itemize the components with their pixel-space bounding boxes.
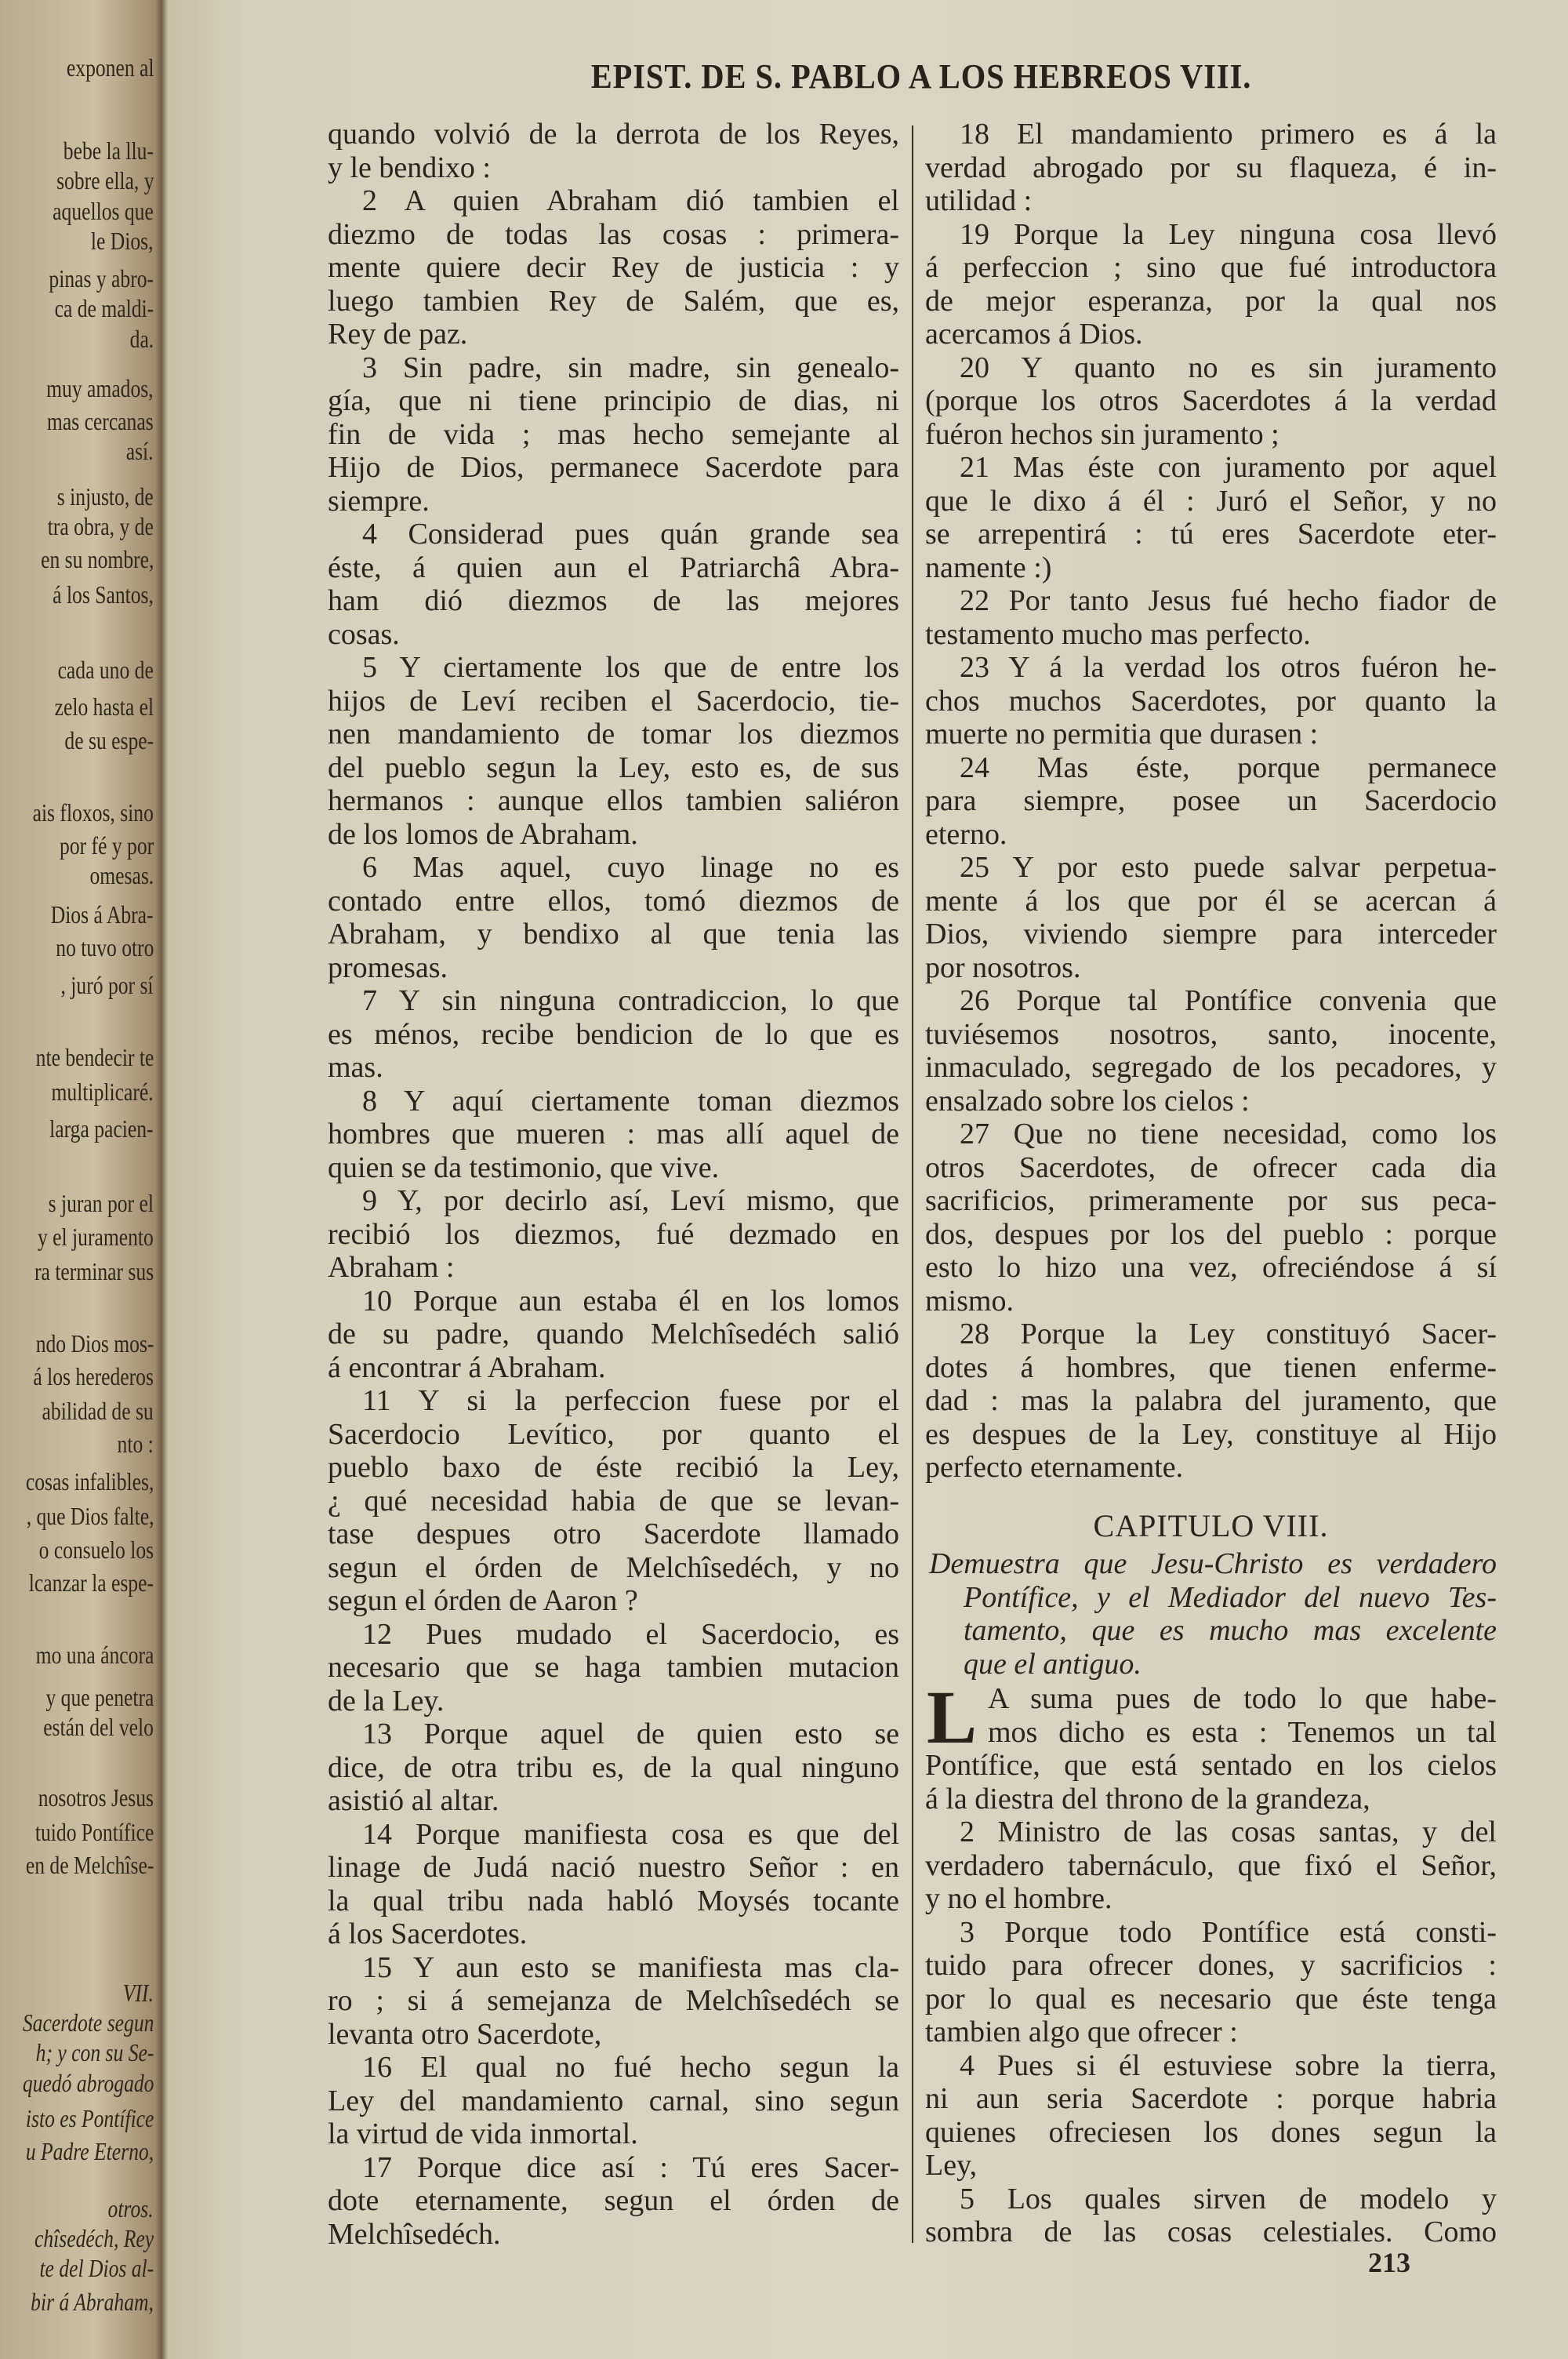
text-line: por nosotros. [925,951,1081,984]
text-line: sacrificios, primeramente por sus peca- [925,1184,1497,1217]
text-line: eterno. [925,817,1007,851]
facing-page-fragment: por fé y por [59,831,154,860]
text-line: tambien algo que ofrecer : [925,2016,1238,2048]
text-line: Abraham, y bendixo al que tenia las [328,918,899,951]
verse-paragraph [328,1285,899,1385]
text-line: Hijo de Dios, permanece Sacerdote para [328,451,899,484]
facing-page-fragment: en de Melchîse- [25,1851,154,1879]
facing-page-fragment: quedó abrogado [22,2069,154,2097]
verse-paragraph [925,651,1497,751]
text-line: gía, que ni tiene principio de dias, ni [328,384,899,417]
text-line: Melchîsedéch. [328,2217,501,2251]
verse-paragraph [925,1816,1497,1916]
text-line: ensalzado sobre los cielos : [925,1084,1250,1118]
text-line: Rey de paz. [328,318,468,351]
text-line: que le dixo á él : Juró el Señor, y no [925,484,1497,518]
facing-page-fragment: nosotros Jesus [38,1783,154,1812]
text-line: Sacerdocio Levítico, por quanto el [328,1417,899,1451]
text-line: 2 A quien Abraham dió tambien el [362,184,899,217]
facing-page-fragment: en su nombre, [40,545,154,573]
text-line: inmaculado, segregado de los pecadores, y [925,1051,1497,1084]
verse-paragraph [328,984,899,1085]
text-line: testamento mucho mas perfecto. [925,617,1311,651]
text-line: siempre. [328,484,430,518]
text-line: A suma pues de todo lo que habe- [988,1682,1497,1715]
verse-paragraph [925,451,1497,584]
verse-paragraph [328,1085,899,1185]
verse-paragraph [328,1818,899,1951]
verse-paragraph [925,584,1497,651]
text-line: 13 Porque aquel de quien esto se [362,1717,899,1750]
right-column [925,118,1497,1485]
facing-page-fragment: , que Dios falte, [26,1502,154,1530]
text-line: contado entre ellos, tomó diezmos de [328,884,899,918]
text-line: perfecto eternamente. [925,1451,1184,1484]
text-line: ham dió diezmos de las mejores [328,584,899,617]
facing-page-fragment: y el juramento [38,1223,154,1251]
text-line: se arrepentirá : tú eres Sacerdote eter- [925,518,1497,551]
text-line: 17 Porque dice así : Tú eres Sacer- [362,2150,899,2184]
verse-paragraph [925,1118,1497,1318]
text-line: luego tambien Rey de Salém, que es, [328,284,899,318]
text-line: tuviésemos nosotros, santo, inocente, [925,1017,1497,1051]
text-line: mente quiere decir Rey de justicia : y [328,251,899,284]
left-column [328,118,899,2251]
text-line: 6 Mas aquel, cuyo linage no es [362,851,899,884]
text-line: dad : mas la palabra del juramento, que [925,1384,1497,1417]
facing-page-fragment: muy amados, [46,374,154,402]
verse-paragraph [925,984,1497,1118]
text-line: 15 Y aun esto se manifiesta mas cla- [362,1950,899,1984]
text-line: fin de vida ; mas hecho semejante al [328,417,899,451]
text-line: verdadero tabernáculo, que fixó el Señor, [925,1848,1497,1882]
verse-paragraph [925,351,1497,452]
facing-page-edge [0,0,157,2359]
chapter-text [925,1675,1497,2249]
text-line: la virtud de vida inmortal. [328,2117,638,2150]
facing-page-fragment: isto es Pontífice [25,2104,154,2132]
facing-page-fragment: , juró por sí [60,971,154,999]
text-line: fuéron hechos sin juramento ; [925,417,1279,451]
verse-paragraph [328,1618,899,1718]
facing-page-fragment: omesas. [89,861,154,889]
facing-page-fragment: larga pacien- [49,1114,154,1143]
facing-page-fragment: ais floxos, sino [32,798,154,827]
text-line: verdad abrogado por su flaqueza, é in- [925,151,1497,184]
text-line: acercamos á Dios. [925,318,1143,351]
text-line: 4 Considerad pues quán grande sea [362,518,899,551]
verse-paragraph [925,218,1497,351]
verse-paragraph [328,651,899,851]
facing-page-fragment: multiplicaré. [51,1078,154,1106]
text-line: 12 Pues mudado el Sacerdocio, es [362,1617,899,1651]
verse-paragraph [925,751,1497,852]
text-line: por lo qual es necesario que éste tenga [925,1982,1497,2016]
text-line: 3 Porque todo Pontífice está consti- [960,1915,1497,1949]
facing-page-fragment: están del velo [43,1713,154,1741]
text-line: (porque los otros Sacerdotes á la verdad [925,384,1497,417]
verse-paragraph [328,851,899,984]
text-line: y no el hombre. [925,1882,1112,1915]
text-line: 5 Los quales sirven de modelo y [960,2182,1497,2215]
text-line: diezmo de todas las cosas : primera- [328,217,899,251]
chapter-heading: CAPITULO VIII. [1093,1508,1329,1543]
text-line: 14 Porque manifiesta cosa es que del [362,1817,899,1851]
text-line: 9 Y, por decirlo así, Leví mismo, que [362,1184,899,1217]
verse-paragraph [328,184,899,351]
facing-page-fragment: tra obra, y de [47,512,154,540]
text-line: Ley, [925,2149,978,2182]
facing-page-fragment: s injusto, de [56,482,154,511]
facing-page-fragment: de su espe- [64,726,154,754]
facing-page-fragment: ra terminar sus [34,1257,154,1285]
verse-paragraph [925,118,1497,218]
text-line: Dios, viviendo siempre para interceder [925,918,1497,951]
verse-paragraph [328,2151,899,2252]
facing-page-fragment: y que penetra [45,1683,154,1711]
text-line: quien se da testimonio, que vive. [328,1150,720,1184]
facing-page-fragment: Sacerdote segun [22,2008,154,2037]
chapter-summary [929,1547,1497,1681]
text-line: es despues de la Ley, constituye al Hijo [925,1417,1497,1451]
facing-page-fragment: zelo hasta el [54,692,154,721]
verse-paragraph [328,1184,899,1285]
text-line: promesas. [328,951,448,984]
text-line: para siempre, posee un Sacerdocio [925,784,1497,817]
text-line: de los lomos de Abraham. [328,817,638,851]
text-line: éste, á quien aun el Patriarchâ Abra- [328,551,899,584]
facing-page-fragment: s juran por el [48,1189,154,1217]
facing-page-fragment: sobre ella, y [56,166,154,194]
text-line: ¿ qué necesidad habia de que se levan- [328,1484,899,1518]
facing-page-fragment: bir á Abraham, [31,2288,154,2316]
text-line: tase despues otro Sacerdote llamado [328,1518,899,1550]
text-line: ro ; si á semejanza de Melchîsedéch se [328,1984,899,2017]
text-line: 7 Y sin ninguna contradiccion, lo que [362,984,899,1017]
facing-page-fragment: VII. [122,1979,154,2007]
text-line: á los Sacerdotes. [328,1917,528,1950]
text-line: Ley del mandamiento carnal, sino segun [328,2084,899,2117]
text-line: 8 Y aquí ciertamente toman diezmos [362,1084,899,1118]
text-line: á la diestra del throno de la grandeza, [925,1782,1370,1816]
facing-page-fragment: bebe la llu- [63,136,154,165]
summary-line: Pontífice, y el Mediador del nuevo Tes- [964,1580,1497,1614]
summary-line: Demuestra que Jesu-Christo es verdadero [929,1547,1497,1580]
text-line: sombra de las cosas celestiales. Como [925,2215,1497,2248]
text-line: necesario que se haga tambien mutacion [328,1651,899,1684]
text-line: levanta otro Sacerdote, [328,2017,602,2051]
verse-paragraph [328,1717,899,1818]
text-line: 20 Y quanto no es sin juramento [960,351,1497,384]
text-line: 22 Por tanto Jesus fué hecho fiador de [960,584,1497,617]
text-line: segun el órden de Melchîsedéch, y no [328,1550,899,1584]
verse-paragraph [925,1916,1497,2049]
text-line: 25 Y por esto puede salvar perpetua- [960,851,1497,884]
column-divider [912,125,913,2243]
facing-page-fragment: exponen al [66,53,154,82]
text-line: Abraham : [328,1251,455,1284]
facing-page-fragment: otros. [107,2194,154,2223]
text-line: 24 Mas éste, porque permanece [960,751,1497,784]
drop-cap: L [927,1675,978,1759]
text-line: 28 Porque la Ley constituyó Sacer- [960,1318,1497,1350]
text-line: hermanos : aunque ellos tambien saliéron [328,784,899,817]
verse-paragraph [328,351,899,518]
verse-paragraph [328,1384,899,1618]
text-line: 18 El mandamiento primero es á la [960,118,1497,151]
text-line: 4 Pues si él estuviese sobre la tierra, [960,2048,1497,2082]
text-line: mos dicho es esta : Tenemos un tal [988,1715,1497,1749]
facing-page-fragment: le Dios, [91,227,154,255]
text-line: dice, de otra tribu es, de la qual ninguno [328,1750,899,1784]
facing-page-fragment: mo una áncora [35,1641,154,1669]
text-line: cosas. [328,617,400,651]
text-line: 5 Y ciertamente los que de entre los [362,651,899,684]
text-line: muerte no permitia que durasen : [925,718,1319,751]
facing-page-fragment: Dios á Abra- [51,900,154,929]
text-line: hombres que mueren : mas allí aquel de [328,1118,899,1150]
text-line: la qual tribu nada habló Moysés tocante [328,1884,899,1917]
text-line: de su padre, quando Melchîsedéch salió [328,1318,899,1350]
facing-page-fragment: aquellos que [53,197,154,225]
text-line: 19 Porque la Ley ninguna cosa llevó [960,217,1497,251]
verse-paragraph [925,851,1497,984]
text-line: 21 Mas éste con juramento por aquel [960,451,1497,484]
facing-page-fragment: nte bendecir te [35,1043,154,1071]
text-line: nen mandamiento de tomar los diezmos [328,718,899,751]
text-line: mas. [328,1051,383,1084]
summary-line: que el antiguo. [964,1647,1142,1681]
text-line: mente á los que por él se acercan á [925,884,1497,918]
text-line: tuido para ofrecer dones, y sacrificios : [925,1949,1497,1982]
facing-page-fragment: abilidad de su [42,1397,154,1425]
facing-page-fragment: pinas y abro- [49,264,154,293]
text-line: segun el órden de Aaron ? [328,1584,638,1617]
text-line: linage de Judá nació nuestro Señor : en [328,1851,899,1884]
text-line: 10 Porque aun estaba él en los lomos [362,1284,899,1318]
text-line: 27 Que no tiene necesidad, como los [960,1118,1497,1150]
text-line: á perfeccion ; sino que fué introductora [925,251,1497,284]
text-line: del pueblo segun la Ley, esto es, de sus [328,751,899,784]
text-line: otros Sacerdotes, de ofrecer cada dia [925,1150,1497,1184]
text-line: 11 Y si la perfeccion fuese por el [362,1384,899,1417]
summary-line: tamento, que es mucho mas excelente [964,1614,1497,1647]
verse-paragraph [328,118,899,184]
facing-page-fragment: mas cercanas [47,407,154,435]
text-line: esto lo hizo una vez, ofreciéndose á sí [925,1251,1497,1284]
text-line: dotes á hombres, que tienen enferme- [925,1350,1497,1384]
facing-page-fragment: da. [129,325,154,353]
text-line: Pontífice, que está sentado en los cielos [925,1749,1497,1782]
text-line: chos muchos Sacerdotes, por quanto la [925,684,1497,718]
verse-paragraph [925,2183,1497,2249]
verse-paragraph [925,2049,1497,2183]
verse-paragraph [328,518,899,651]
text-line: 2 Ministro de las cosas santas, y del [960,1816,1497,1848]
text-line: de la Ley. [328,1684,445,1717]
text-line: quienes ofreciesen los dones segun la [925,2115,1497,2149]
facing-page-fragment: te del Dios al- [39,2254,154,2282]
verse-paragraph [328,1951,899,2052]
text-line: asistió al altar. [328,1784,499,1817]
text-line: 16 El qual no fué hecho segun la [362,2051,899,2084]
facing-page-fragment: no tuvo otro [55,933,154,961]
text-line: ni aun seria Sacerdote : porque habria [925,2082,1497,2115]
text-line: namente :) [925,551,1052,584]
facing-page-fragment: h; y con su Se- [35,2038,154,2066]
text-line: quando volvió de la derrota de los Reyes, [328,118,899,151]
running-title: EPIST. DE S. PABLO A LOS HEBREOS VIII. [590,57,1252,96]
facing-page-fragment: ca de maldi- [54,294,154,322]
text-line: de mejor esperanza, por la qual nos [925,284,1497,318]
text-line: 26 Porque tal Pontífice convenia que [960,984,1497,1017]
facing-page-fragment: á los herederos [33,1362,154,1390]
text-line: á encontrar á Abraham. [328,1350,606,1384]
verse-paragraph [925,1675,1497,1816]
text-line: dos, despues por los del pueblo : porque [925,1217,1497,1251]
text-line: 3 Sin padre, sin madre, sin genealo- [362,351,899,384]
facing-page-fragment: cada uno de [57,656,154,684]
page-number: 213 [1368,2247,1410,2278]
verse-paragraph [925,1318,1497,1485]
text-line: dote eternamente, segun el órden de [328,2184,899,2217]
text-line: utilidad : [925,184,1033,217]
text-line: hijos de Leví reciben el Sacerdocio, tie- [328,684,899,718]
facing-page-fragment: cosas infalibles, [25,1467,154,1496]
verse-paragraph [328,2051,899,2151]
text-line: pueblo baxo de éste recibió la Ley, [328,1451,899,1484]
facing-page-fragment: o consuelo los [38,1536,154,1564]
facing-page-fragment: ndo Dios mos- [35,1329,154,1358]
facing-page-fragment: chîsedéch, Rey [34,2224,154,2252]
text-line: recibió los diezmos, fué dezmado en [328,1217,899,1251]
text-line: mismo. [925,1284,1014,1318]
text-line: 23 Y á la verdad los otros fuéron he- [960,651,1497,684]
facing-page-fragment: á los Santos, [53,580,154,609]
facing-page-fragment: u Padre Eterno, [25,2137,154,2165]
facing-page-fragment: tuido Pontífice [34,1818,154,1846]
facing-page-fragment: así. [126,437,154,465]
text-line: es ménos, recibe bendicion de lo que es [328,1017,899,1051]
text-line: y le bendixo : [328,151,491,184]
facing-page-fragment: lcanzar la espe- [28,1568,154,1597]
facing-page-fragment: nto : [117,1430,154,1458]
